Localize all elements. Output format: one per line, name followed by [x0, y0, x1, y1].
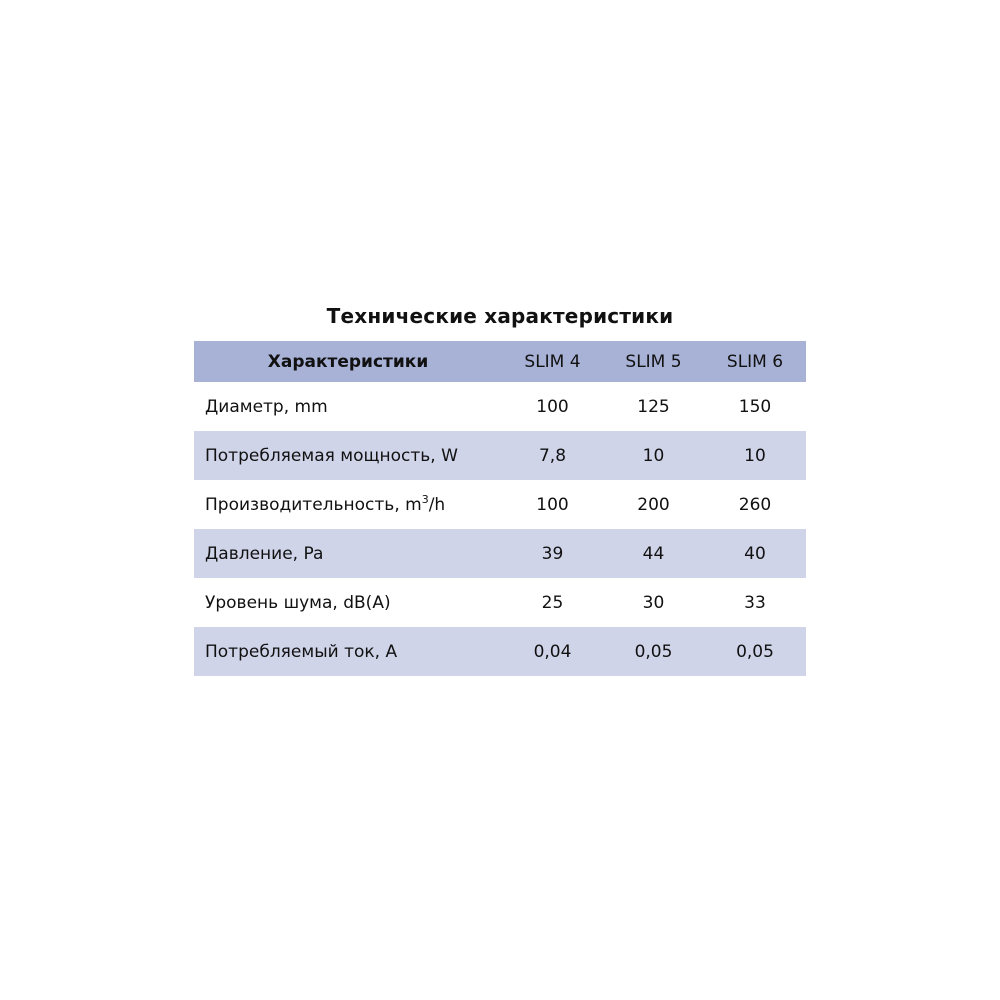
- row-label: Потребляемый ток, A: [194, 627, 502, 676]
- table-cell: 0,05: [704, 627, 806, 676]
- table-cell: 39: [502, 529, 603, 578]
- table-cell: 33: [704, 578, 806, 627]
- table-cell: 125: [603, 382, 704, 431]
- row-label: Диаметр, mm: [194, 382, 502, 431]
- table-cell: 0,04: [502, 627, 603, 676]
- row-label: Уровень шума, dB(A): [194, 578, 502, 627]
- column-header-model: SLIM 4: [502, 341, 603, 382]
- column-header-characteristics: Характеристики: [194, 341, 502, 382]
- table-cell: 150: [704, 382, 806, 431]
- table-header-row: [194, 341, 806, 382]
- table-cell: 44: [603, 529, 704, 578]
- column-header-model: SLIM 5: [603, 341, 704, 382]
- table-cell: 40: [704, 529, 806, 578]
- column-header-model: SLIM 6: [704, 341, 806, 382]
- page-title: Технические характеристики: [326, 304, 674, 328]
- table-cell: 10: [704, 431, 806, 480]
- spec-table: [194, 341, 806, 676]
- table-cell: 30: [603, 578, 704, 627]
- table-cell: 260: [704, 480, 806, 529]
- table-cell: 10: [603, 431, 704, 480]
- superscript-exponent: 3: [421, 492, 429, 506]
- row-label: Потребляемая мощность, W: [194, 431, 502, 480]
- row-label-text: Производительность, m: [205, 494, 422, 515]
- table-cell: 100: [502, 480, 603, 529]
- table-row: [194, 382, 806, 431]
- table-cell: 100: [502, 382, 603, 431]
- spec-section: [194, 303, 806, 676]
- table-cell: 0,05: [603, 627, 704, 676]
- table-row: [194, 529, 806, 578]
- table-row: [194, 627, 806, 676]
- row-label: [194, 480, 502, 529]
- table-cell: 25: [502, 578, 603, 627]
- table-cell: 7,8: [502, 431, 603, 480]
- table-cell: 200: [603, 480, 704, 529]
- row-label-suffix: /h: [428, 494, 446, 515]
- row-label: Давление, Pa: [194, 529, 502, 578]
- table-row: [194, 578, 806, 627]
- table-row: [194, 431, 806, 480]
- table-row: [194, 480, 806, 529]
